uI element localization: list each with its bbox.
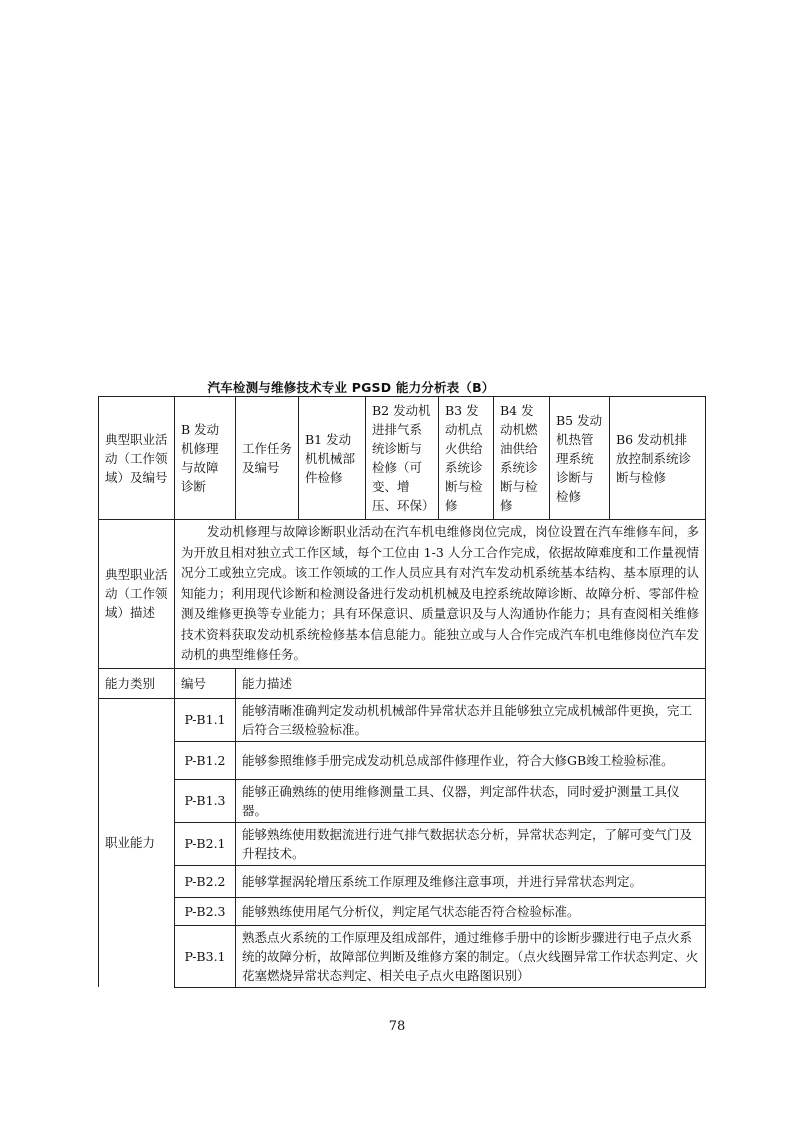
header-cell: B2 发动机进排气系统诊断与检修（可变、增压、环保）	[366, 397, 439, 520]
ability-text: 能够参照维修手册完成发动机总成部件修理作业，符合大修GB竣工检验标准。	[236, 741, 706, 779]
page-number: 78	[388, 1019, 406, 1034]
ability-group-label: 职业能力	[99, 698, 175, 987]
table-row	[99, 779, 706, 822]
ability-text: 能够熟练使用尾气分析仪，判定尾气状态能否符合检验标准。	[236, 897, 706, 925]
header-cell: B1 发动机机械部件检修	[299, 397, 366, 520]
ability-code: P-B1.3	[175, 779, 236, 822]
ability-category-header: 能力类别	[99, 668, 175, 698]
ability-text: 能够正确熟练的使用维修测量工具、仪器，判定部件状态，同时爱护测量工具仪器。	[236, 779, 706, 822]
header-cell: B 发动机修理与故障诊断	[175, 397, 236, 520]
table-header-row	[99, 397, 706, 520]
description-text: 发动机修理与故障诊断职业活动在汽车机电维修岗位完成，岗位设置在汽车维修车间，多为开放且相对独立式工作区域，每个工位由 1-3 人分工合作完成，依据故障难度和工作量视情况分工或独立完成。该工作领域的工作人员应具有对汽车发动机系统基本结构、基本原理的认知能力；利用现代诊断和检测设备进行发动机机械及电控系统故障诊断、故障分析、零部件检测及维修更换等专业能力；具有环保意识、质量意识及与人沟通协作能力；具有查阅相关维修技术资料获取发动机系统检修基本信息能力。能独立或与人合作完成汽车机电维修岗位汽车发动机的典型维修任务。	[175, 520, 706, 669]
header-cell: B4 发动机燃油供给系统诊断与检修	[494, 397, 550, 520]
header-cell: 工作任务及编号	[236, 397, 299, 520]
pgsd-ability-table	[98, 396, 706, 988]
header-cell: B6 发动机排放控制系统诊断与检修	[610, 397, 706, 520]
table-row	[99, 698, 706, 741]
ability-text: 能够掌握涡轮增压系统工作原理及维修注意事项，并进行异常状态判定。	[236, 865, 706, 897]
description-row	[99, 520, 706, 669]
ability-code: P-B2.3	[175, 897, 236, 925]
table-row	[99, 925, 706, 987]
ability-code: P-B2.2	[175, 865, 236, 897]
ability-description-header: 能力描述	[236, 668, 706, 698]
ability-code: P-B1.1	[175, 698, 236, 741]
ability-code: P-B3.1	[175, 925, 236, 987]
ability-code: P-B2.1	[175, 822, 236, 865]
ability-header-row	[99, 668, 706, 698]
description-label: 典型职业活动（工作领域）描述	[99, 520, 175, 669]
ability-text: 熟悉点火系统的工作原理及组成部件，通过维修手册中的诊断步骤进行电子点火系统的故障分析，故障部位判断及维修方案的制定。（点火线圈异常工作状态判定、火花塞燃烧异常状态判定、相关电子点火电路图识别）	[236, 925, 706, 987]
ability-code: P-B1.2	[175, 741, 236, 779]
table-row	[99, 741, 706, 779]
document-title: 汽车检测与维修技术专业 PGSD 能力分析表（B）	[207, 380, 495, 395]
ability-code-header: 编号	[175, 668, 236, 698]
ability-text: 能够清晰准确判定发动机机械部件异常状态并且能够独立完成机械部件更换，完工后符合三级检验标准。	[236, 698, 706, 741]
table-row	[99, 865, 706, 897]
header-cell: B3 发动机点火供给系统诊断与检修	[439, 397, 494, 520]
header-cell: 典型职业活动（工作领域）及编号	[99, 397, 175, 520]
ability-text: 能够熟练使用数据流进行进气排气数据状态分析，异常状态判定，了解可变气门及升程技术。	[236, 822, 706, 865]
table-row	[99, 897, 706, 925]
table-row	[99, 822, 706, 865]
header-cell: B5 发动机热管理系统诊断与检修	[550, 397, 610, 520]
